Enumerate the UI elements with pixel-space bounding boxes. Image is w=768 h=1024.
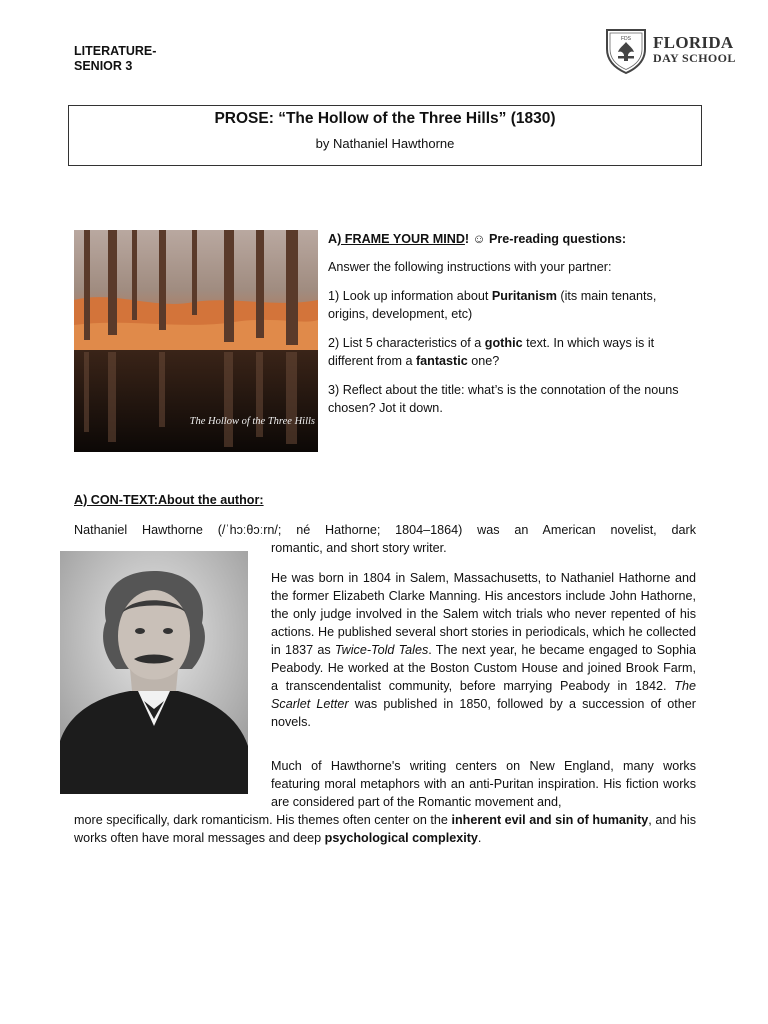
context-heading: A) CON-TEXT:About the author: — [74, 493, 264, 507]
bio-paragraph-3-rest: more specifically, dark romanticism. His themes often center on the inherent evil and sin of humanity, and his works often have moral messages and deep psychological complexity. — [74, 813, 696, 845]
story-cover-image — [74, 230, 318, 452]
bio-line-1: Nathaniel Hawthorne (/ˈhɔːθɔːrn/; né Hathorne; 1804–1864) was an American novelist, dark — [74, 523, 696, 537]
bio-paragraph-3-intro: Much of Hawthorne's writing centers on New England, many works featuring moral metaphors with an anti-Puritan inspiration. His fiction works are considered part of the Romantic movement and, — [271, 759, 696, 809]
question-1: 1) Look up information about Puritanism (its main tenants, origins, development, etc) — [328, 289, 657, 321]
bio-paragraph-2: He was born in 1804 in Salem, Massachusetts, to Nathaniel Hathorne and the former Elizabeth Clarke Manning. His ancestors include John Hathorne, the only judge involved in the Salem witch trials who never repented of his actions. He published several short stories in periodicals, which he collected in 1837 as Twice-Told Tales. The next year, he became engaged to Sophia Peabody. He worked at the Boston Custom House and joined Brook Farm, a transcendentalist community, before marrying Peabody in 1842. The Scarlet Letter was published in 1850, followed by a succession of other novels. — [271, 571, 696, 729]
question-3: 3) Reflect about the title: what’s is the connotation of the nouns chosen? Jot it down. — [328, 383, 679, 415]
crest-icon — [603, 27, 649, 75]
byline: by Nathaniel Hawthorne — [315, 136, 455, 151]
course-label — [74, 44, 156, 74]
page-title: PROSE: “The Hollow of the Three Hills” (1830) — [214, 110, 556, 127]
course-line-1: LITERATURE- — [74, 44, 157, 58]
logo-line-2: DAY SCHOOL — [653, 51, 736, 65]
course-line-2: SENIOR 3 — [74, 59, 133, 73]
question-2: 2) List 5 characteristics of a gothic text. In which ways is it different from a fantastic one? — [328, 336, 655, 368]
instructions: Answer the following instructions with your partner: — [328, 260, 612, 274]
frame-section — [328, 230, 698, 417]
author-portrait — [60, 551, 248, 794]
school-logo — [603, 27, 743, 75]
crest-text: FDS — [621, 36, 631, 42]
logo-line-1: FLORIDA — [653, 33, 734, 52]
frame-heading: A) FRAME YOUR MIND! ☺ Pre-reading questions: — [328, 232, 627, 246]
bio-line-2: romantic, and short story writer. — [271, 541, 447, 555]
title-box — [68, 105, 702, 166]
cover-caption: The Hollow of the Three Hills — [189, 416, 315, 427]
